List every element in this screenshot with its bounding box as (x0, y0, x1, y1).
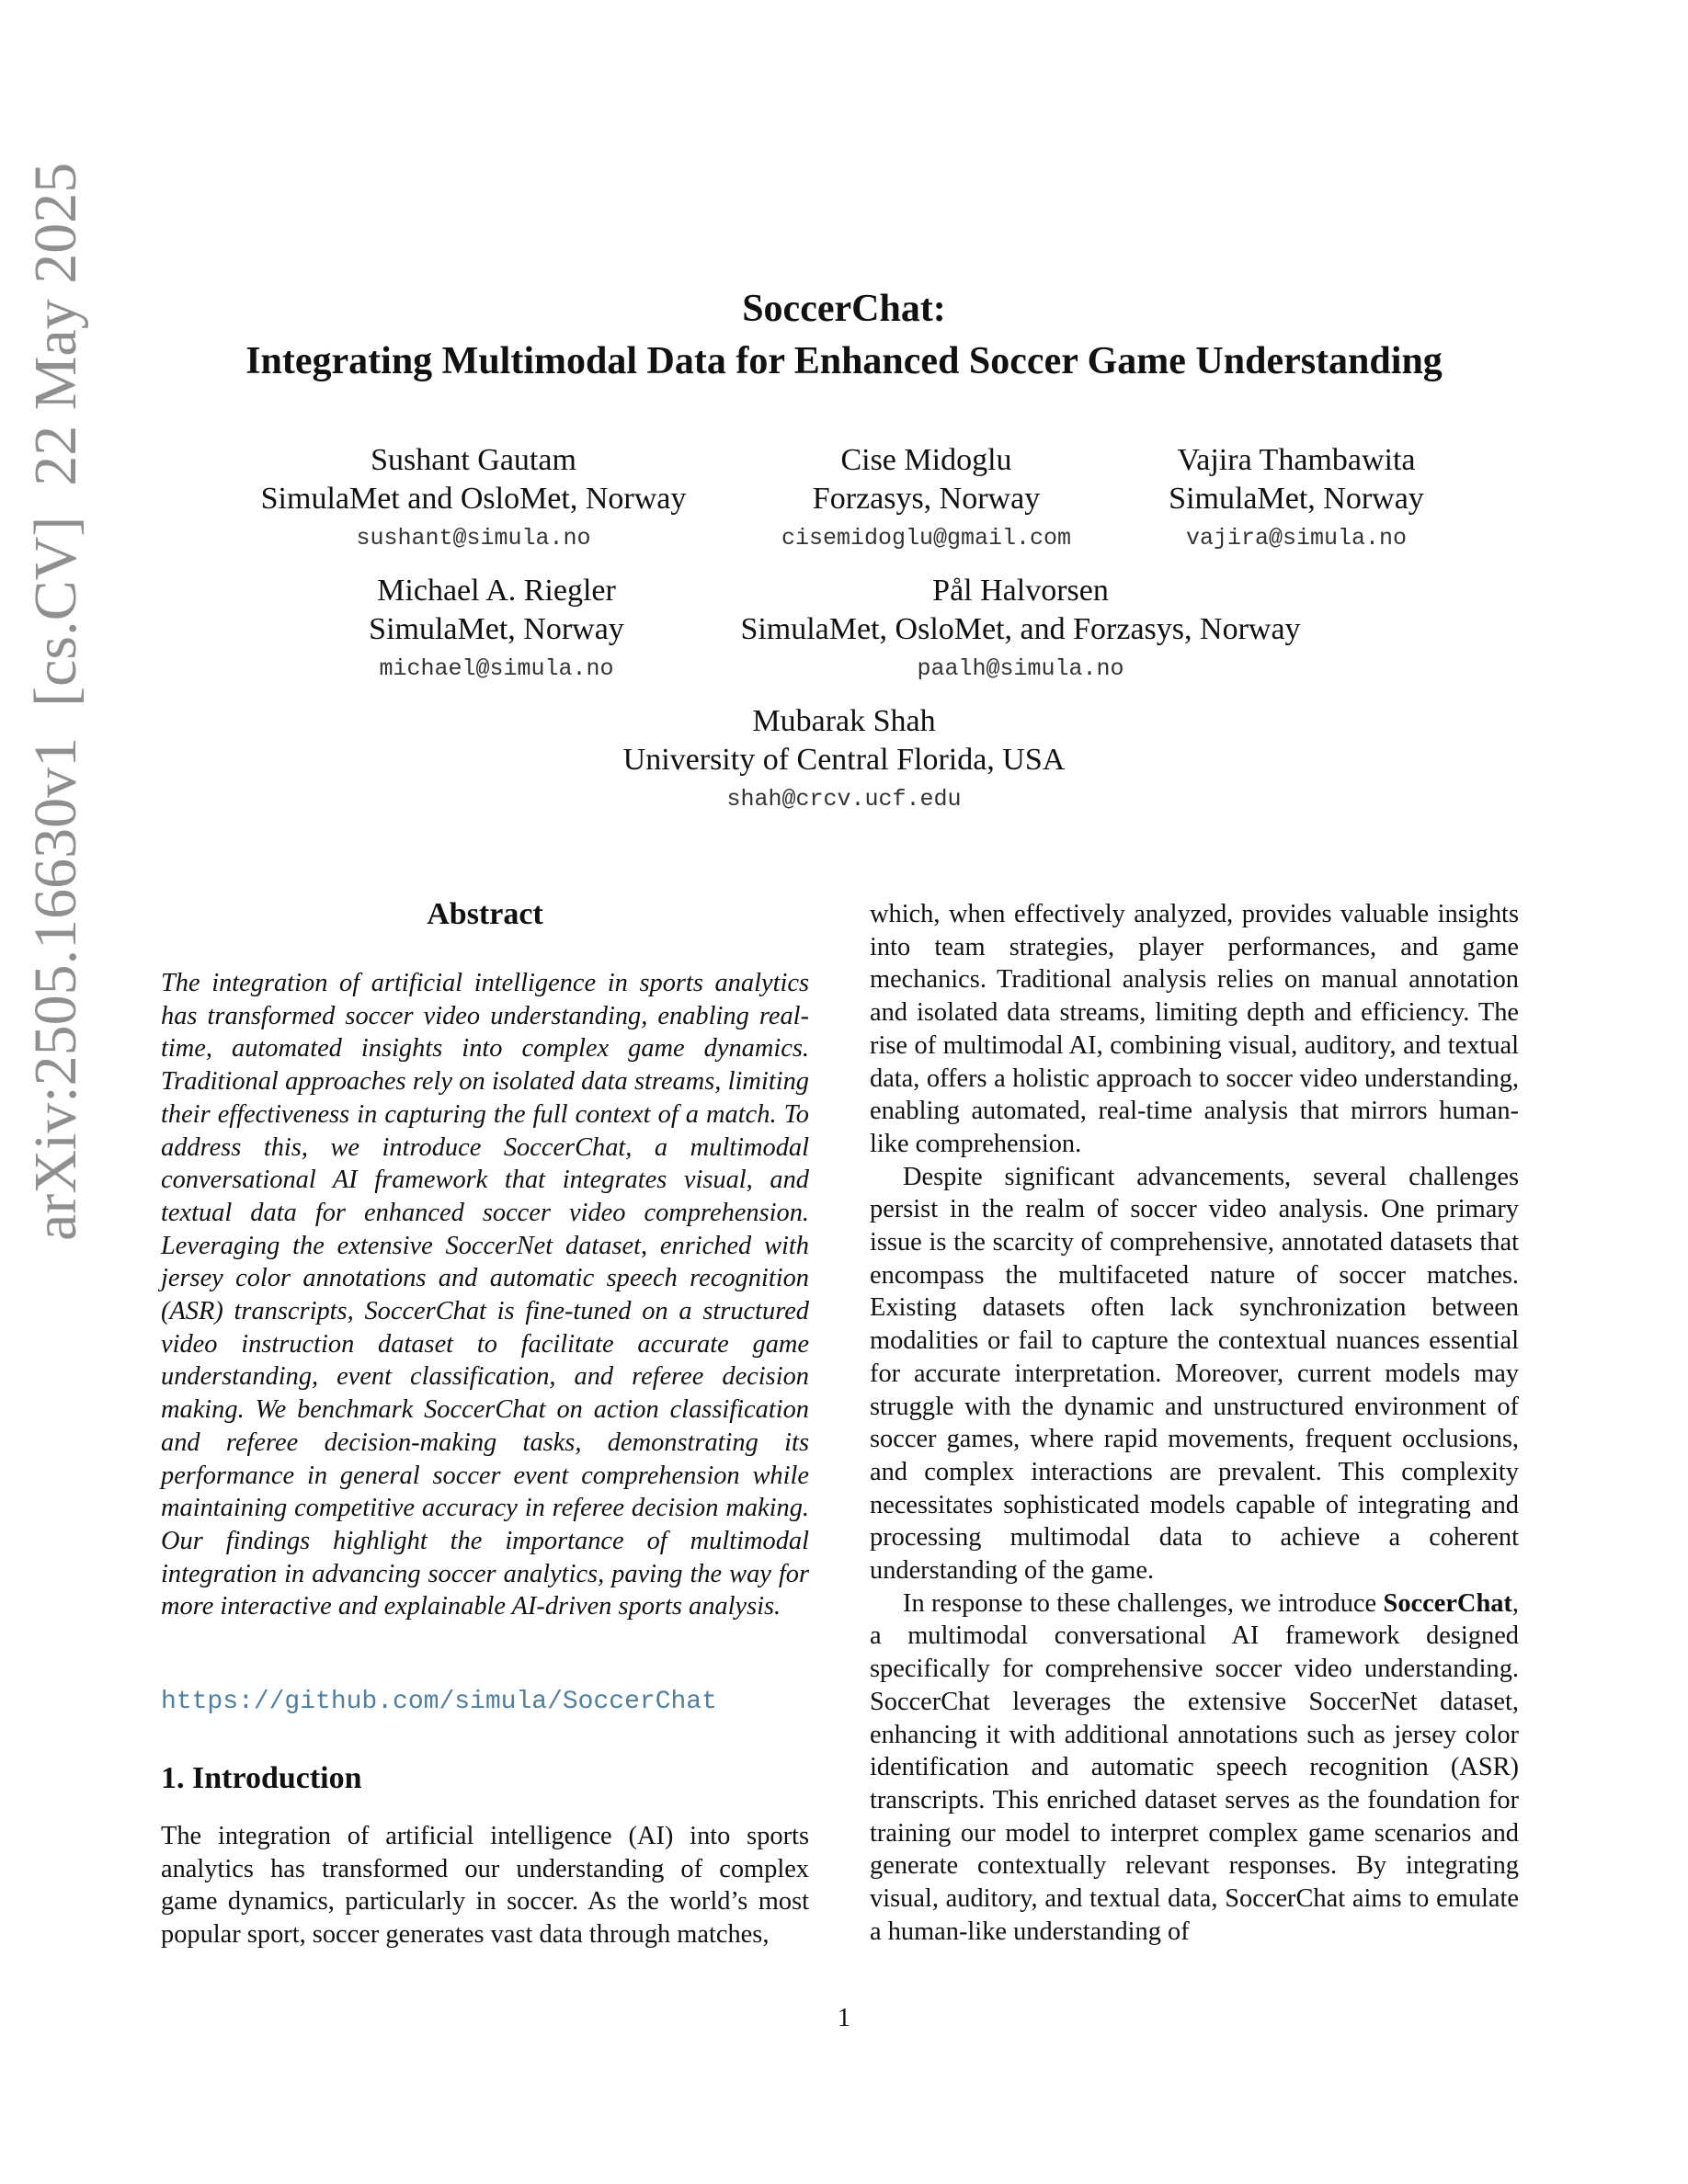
author-name: Michael A. Riegler (377, 574, 616, 608)
author-name: Pål Halvorsen (932, 574, 1109, 608)
author-affiliation: SimulaMet, Norway (1169, 482, 1424, 516)
title-line-1: SoccerChat: (742, 288, 946, 330)
abstract-text: The integration of artificial intelligence in sports analytics has transformed soccer video understanding, enabling real-time, automated insights into complex game dynamics. Traditional approaches rely on isolated data streams, limiting their effectiveness in capturing the full context of a match. To address this, we introduce SoccerChat, a multimodal conversational AI framework that integrates visual, and textual data for enhanced soccer video comprehension. Leveraging the extensive SoccerNet dataset, enriched with jersey color annotations and automatic speech recognition (ASR) transcripts, SoccerChat is fine-tuned on a structured video instruction dataset to facilitate accurate game understanding, event classification, and referee decision making. We benchmark SoccerChat on action classification and referee decision-making tasks, demonstrating its performance in general soccer event comprehension while maintaining competitive accuracy in referee decision making. Our findings highlight the importance of multimodal integration in advancing soccer analytics, paving the way for more interactive and explainable AI-driven sports analysis. (161, 969, 809, 1621)
author-name: Mubarak Shah (752, 704, 936, 738)
abstract-heading: Abstract (427, 897, 543, 931)
author-name: Vajira Thambawita (1177, 443, 1416, 477)
arxiv-sidebar-stamp: arXiv:2505.16630v1 [cs.CV] 22 May 2025 (22, 162, 89, 1241)
soccerchat-name: SoccerChat (1383, 1588, 1512, 1618)
paragraph: Despite significant advancements, several challenges persist in the realm of soccer video analysis. One primary issue is the scarcity of comprehensive, annotated datasets that encompass the multifaceted nature of soccer matches. Existing datasets often lack synchronization between modalities or fail to capture the contextual nuances essential for accurate interpretation. Moreover, current models may struggle with the dynamic and unstructured environment of soccer games, where rapid movements, frequent occlusions, and complex interactions are prevalent. This complexity necessitates sophisticated models capable of integrating and processing multimodal data to achieve a coherent understanding of the game. (870, 1162, 1519, 1586)
author-affiliation: University of Central Florida, USA (622, 743, 1066, 777)
paragraph: which, when effectively analyzed, provides valuable insights into team strategies, player performances, and game mechanics. Traditional analysis relies on manual annotation and isolated data streams, limiting depth and efficiency. The rise of multimodal AI, combining visual, auditory, and textual data, offers a holistic approach to soccer video understanding, enabling automated, real-time analysis that mirrors human-like comprehension. (870, 900, 1519, 1158)
page-number: 1 (838, 2004, 850, 2032)
author-affiliation: Forzasys, Norway (812, 482, 1041, 516)
author-affiliation: SimulaMet, Norway (369, 612, 624, 646)
right-column (870, 898, 1519, 1949)
section-heading-introduction: 1. Introduction (161, 1761, 362, 1795)
author-block (354, 572, 639, 689)
author-name: Sushant Gautam (371, 443, 576, 477)
author-block (248, 441, 699, 559)
title-line-2: Integrating Multimodal Data for Enhanced Soccer Game Understanding (245, 340, 1443, 382)
github-repo-link[interactable]: https://github.com/simula/SoccerChat (161, 1688, 717, 1716)
author-block (763, 441, 1089, 559)
author-email[interactable]: shah@crcv.ucf.edu (726, 786, 962, 813)
author-affiliation: SimulaMet and OsloMet, Norway (260, 482, 687, 516)
paragraph-text: In response to these challenges, we introduce (903, 1588, 1377, 1618)
author-email[interactable]: paalh@simula.no (917, 655, 1124, 682)
author-name: Cise Midoglu (840, 443, 1012, 477)
author-email[interactable]: sushant@simula.no (356, 525, 591, 552)
author-email[interactable]: michael@simula.no (379, 655, 614, 682)
paragraph (870, 1587, 1519, 1949)
introduction-text: The integration of artificial intelligence (AI) into sports analytics has transformed our understanding of complex game dynamics, particularly in soccer. As the world’s most popular sport, soccer generates vast data through matches, (161, 1822, 809, 1950)
author-email[interactable]: vajira@simula.no (1185, 525, 1408, 552)
author-affiliation: SimulaMet, OsloMet, and Forzasys, Norway (740, 612, 1301, 646)
author-block (1149, 441, 1443, 559)
paper-title (0, 283, 1688, 388)
author-email[interactable]: cisemidoglu@gmail.com (781, 525, 1072, 552)
paragraph-text: , a multimodal conversational AI framework designed specifically for comprehensive soccer video understanding. SoccerChat leverages the extensive SoccerNet dataset, enhancing it with additional annotations such as jersey color identification and automatic speech recognition (ASR) transcripts. This enriched dataset serves as the foundation for training our model to interpret complex game scenarios and generate contextually relevant responses. By integrating visual, auditory, and textual data, SoccerChat aims to emulate a human-like understanding of (870, 1588, 1519, 1946)
author-block (568, 702, 1120, 820)
author-block (722, 572, 1319, 689)
